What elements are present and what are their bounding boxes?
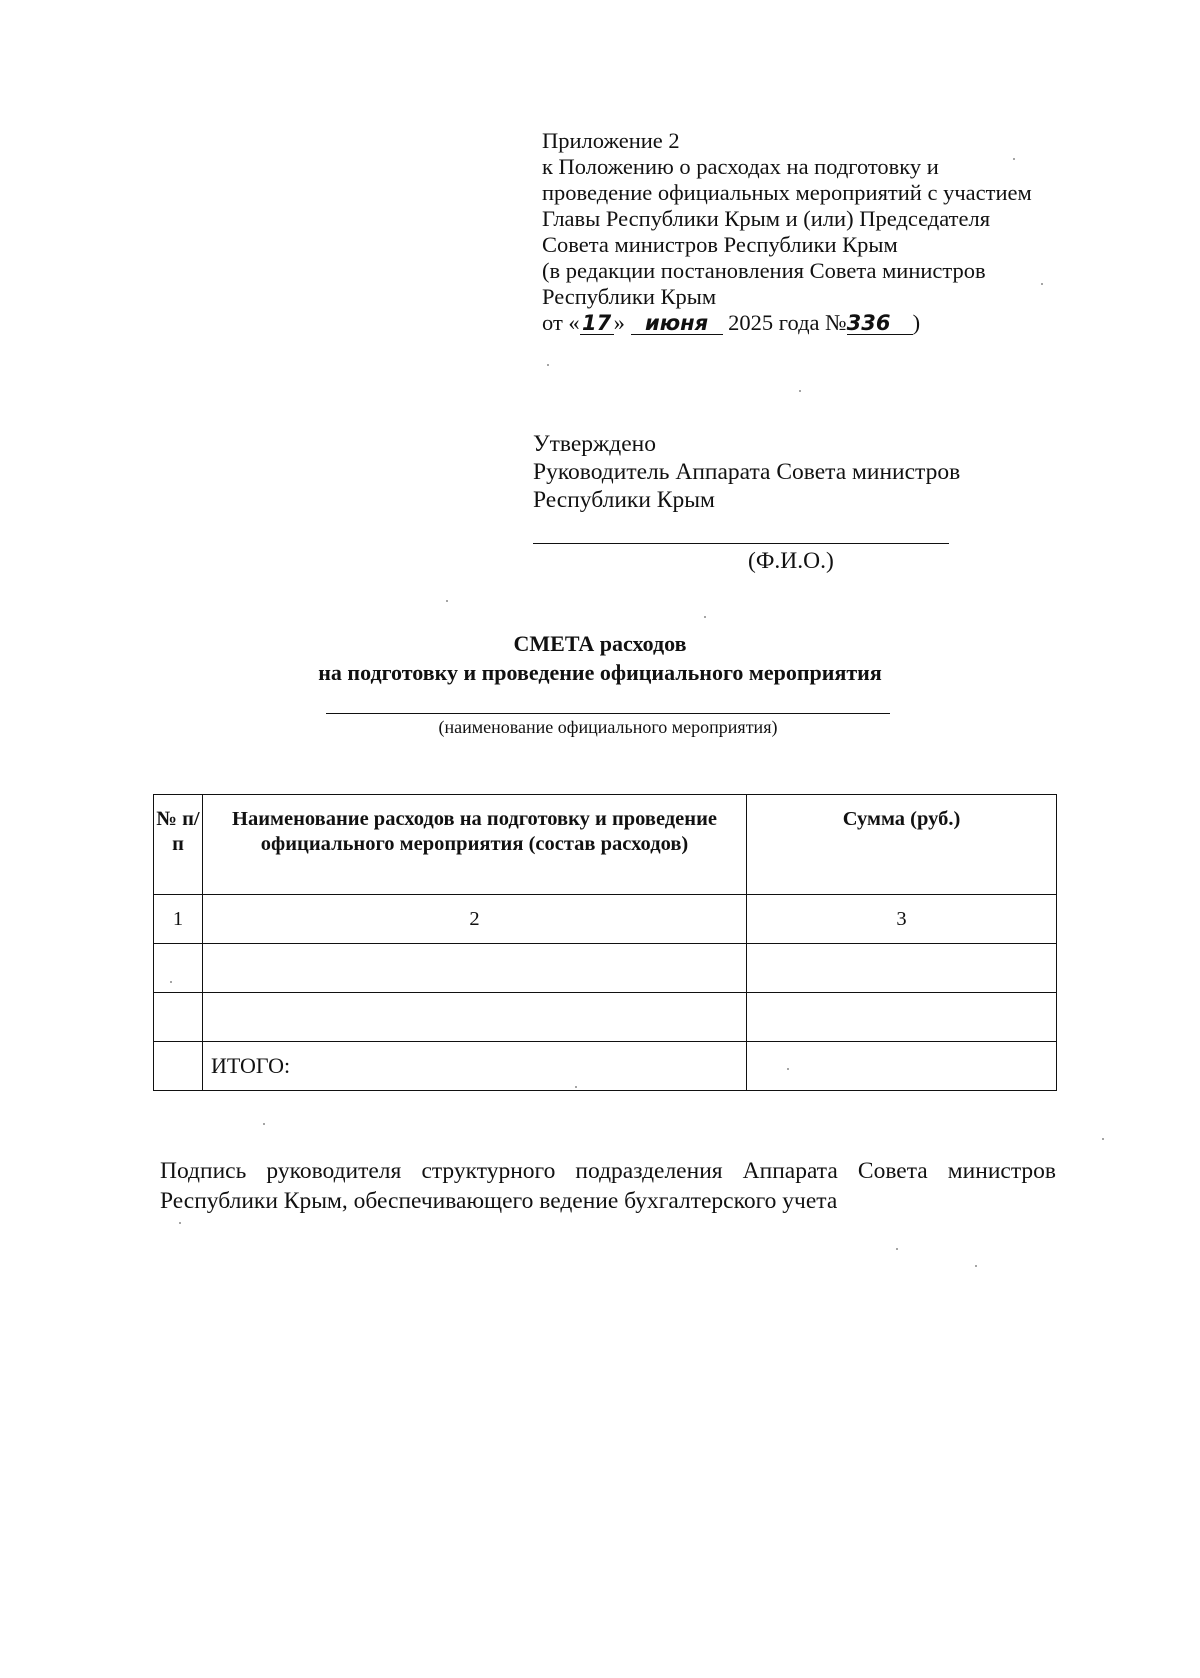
fio-caption: (Ф.И.О.) (748, 548, 834, 574)
total-amount-cell (747, 1042, 1057, 1091)
table-row (154, 993, 1057, 1042)
scan-speck (446, 600, 448, 602)
appendix-line: Приложение 2 (542, 128, 680, 153)
document-title: СМЕТА расходов (513, 631, 687, 656)
scan-speck (1041, 283, 1043, 285)
table-cell (747, 944, 1057, 993)
scan-speck (896, 1248, 898, 1250)
scan-speck (787, 1068, 789, 1070)
column-number-cell: 3 (747, 895, 1057, 944)
table-cell (154, 944, 203, 993)
scan-speck (1102, 1138, 1104, 1140)
handwritten-month: июня (631, 312, 723, 335)
table-header-row (154, 795, 1057, 895)
event-name-caption: (наименование официального мероприятия) (438, 717, 778, 737)
appendix-line: к Положению о расходах на подготовку и (542, 154, 939, 179)
table-row (154, 944, 1057, 993)
scan-speck (547, 364, 549, 366)
document-subtitle: на подготовку и проведение официального мероприятия (318, 660, 882, 685)
scan-speck (799, 390, 801, 392)
table-cell (203, 993, 747, 1042)
scan-speck (263, 1123, 265, 1125)
table-cell (154, 1042, 203, 1091)
appendix-line: проведение официальных мероприятий с участием (542, 180, 1032, 205)
appendix-block (542, 128, 1032, 336)
date-prefix: от « (542, 310, 580, 335)
approval-line: Республики Крым (533, 487, 715, 513)
table-row-column-numbers (154, 895, 1057, 944)
total-label: ИТОГО: (203, 1042, 747, 1091)
estimate-table (153, 794, 1057, 1091)
event-name-line (326, 713, 890, 714)
resolution-date-line (542, 310, 1032, 336)
column-number-cell: 2 (203, 895, 747, 944)
scan-speck (975, 1265, 977, 1267)
header-expense-name: Наименование расходов на подготовку и проведение официального мероприятия (состав расходов) (203, 795, 747, 895)
approval-block (533, 430, 960, 514)
appendix-line: Совета министров Республики Крым (542, 232, 898, 257)
signature-text: Подпись руководителя структурного подразделения Аппарата Совета министров Республики Крым, обеспечивающего ведение бухгалтерского учета (160, 1158, 1056, 1214)
appendix-line: (в редакции постановления Совета министров (542, 258, 986, 283)
scan-speck (179, 1222, 181, 1224)
approval-line: Утверждено (533, 431, 656, 457)
day-close-quote: » (613, 310, 625, 335)
scan-speck (1013, 158, 1015, 160)
scan-speck (575, 1086, 577, 1088)
scan-speck (704, 616, 706, 618)
header-amount: Сумма (руб.) (747, 795, 1057, 895)
handwritten-day: 17 (580, 312, 614, 335)
table-cell (154, 993, 203, 1042)
close-paren: ) (912, 310, 921, 335)
header-number: № п/п (154, 795, 203, 895)
column-number-cell: 1 (154, 895, 203, 944)
table-row-total (154, 1042, 1057, 1091)
table-cell (747, 993, 1057, 1042)
scan-speck (170, 981, 172, 983)
appendix-line: Главы Республики Крым и (или) Председателя (542, 206, 991, 231)
appendix-line: Республики Крым (542, 284, 717, 309)
approval-line: Руководитель Аппарата Совета министров (533, 459, 961, 485)
fio-signature-line (533, 543, 949, 544)
year-text: 2025 года № (728, 310, 847, 335)
handwritten-number: 336 (847, 312, 913, 335)
table-cell (203, 944, 747, 993)
